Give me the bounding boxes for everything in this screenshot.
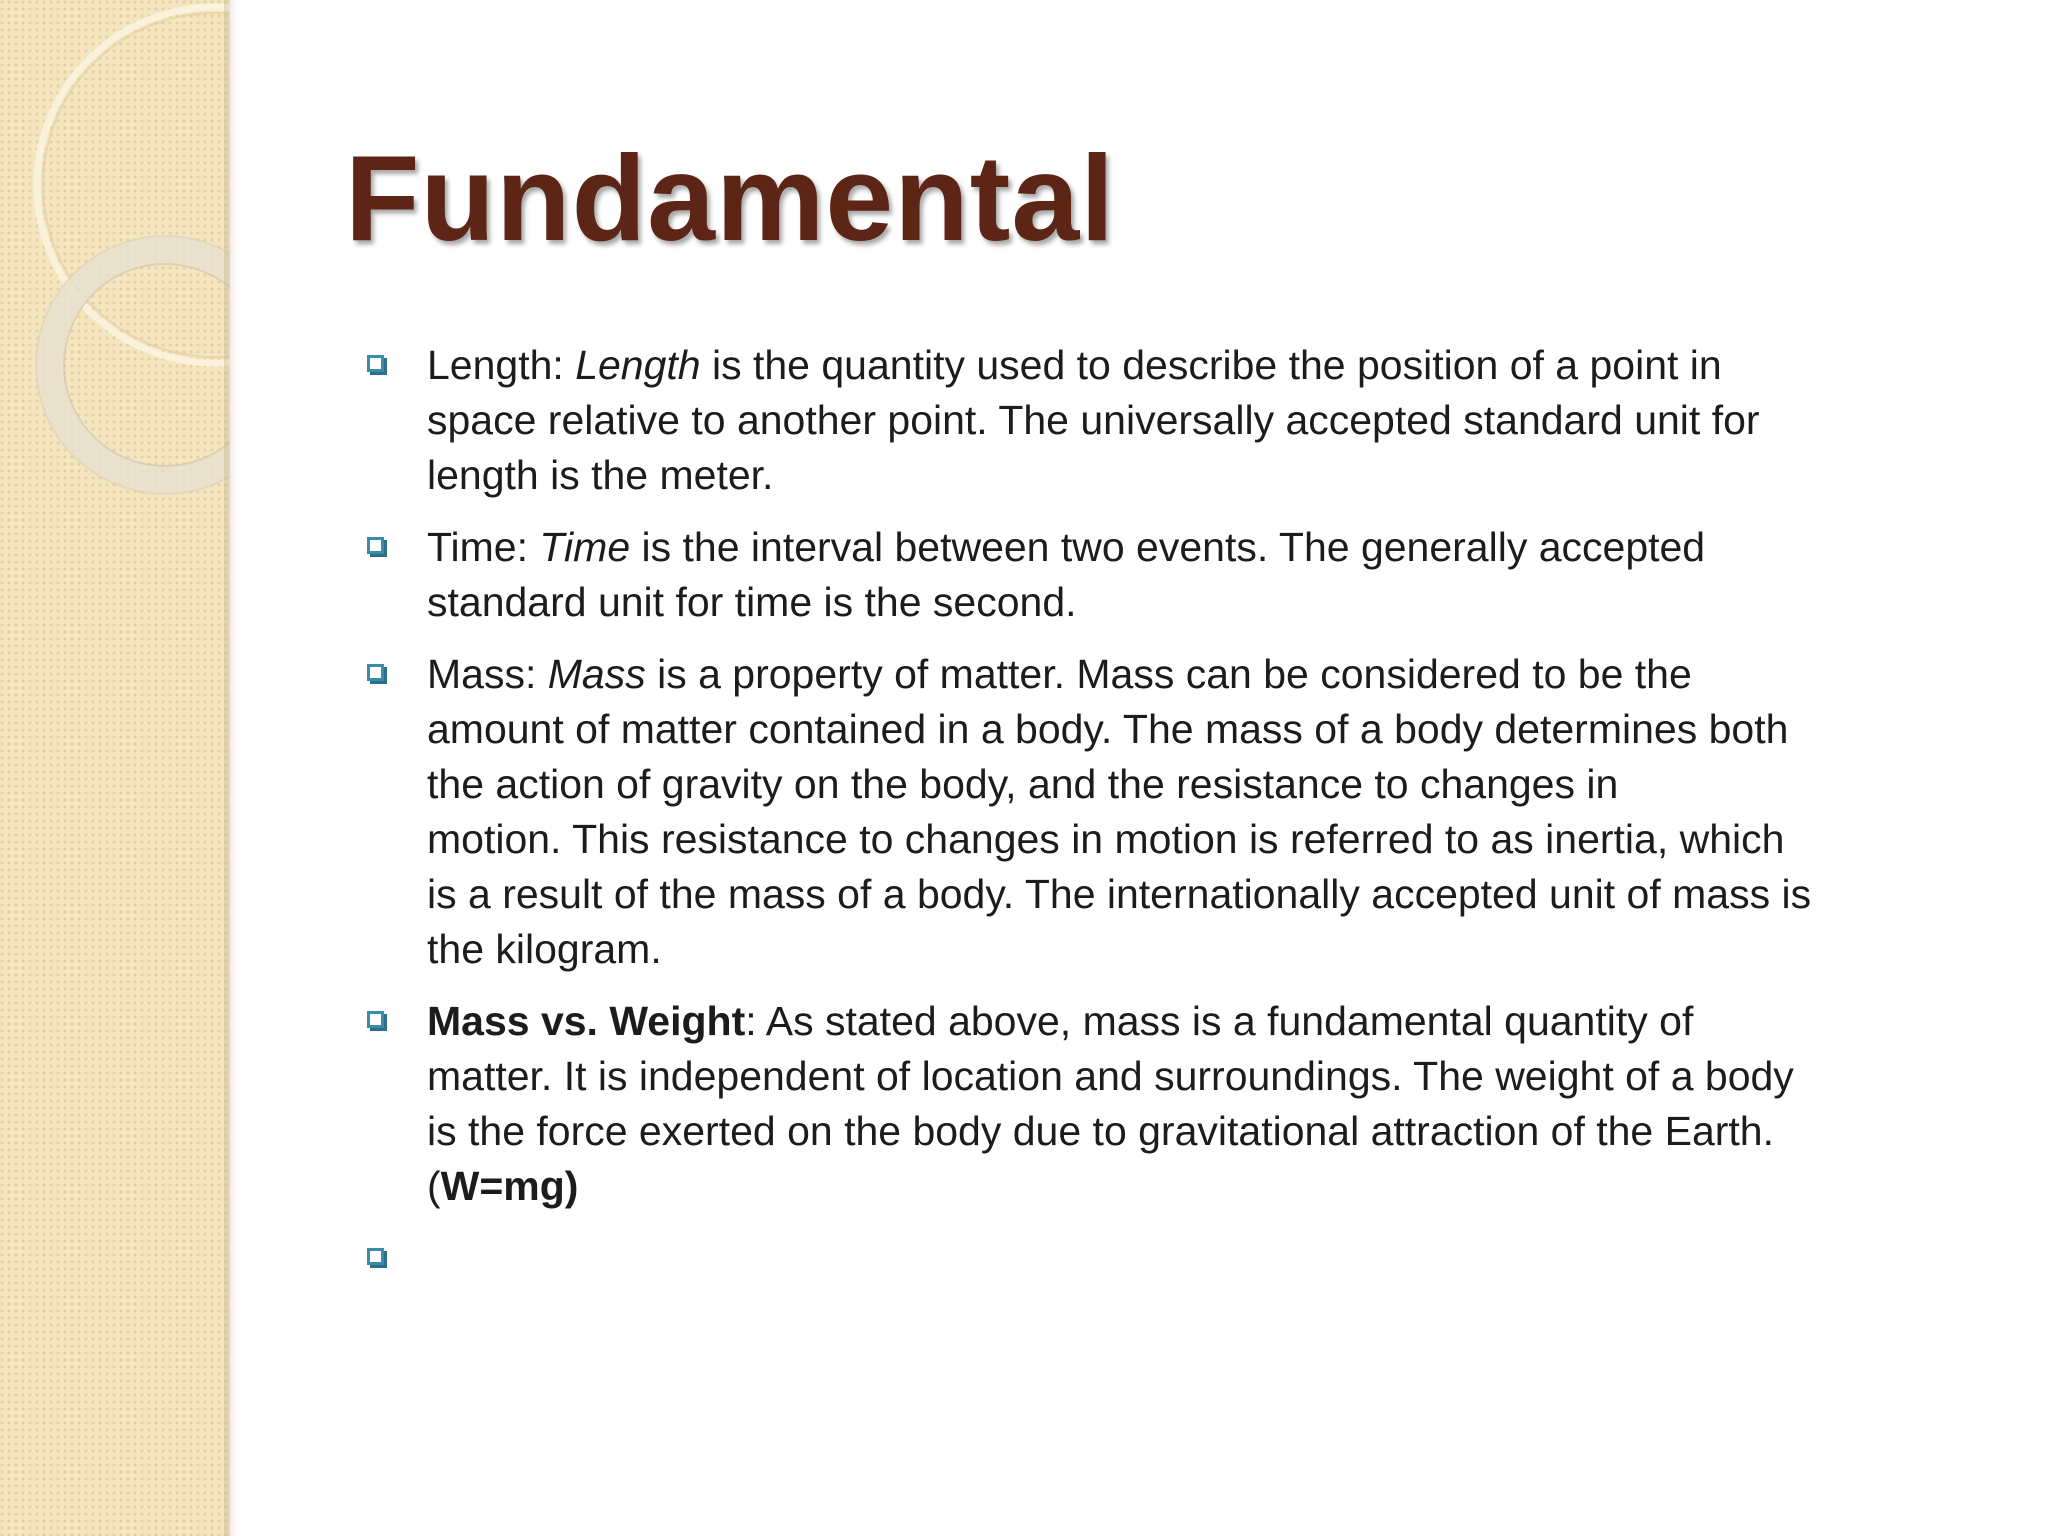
bullet-square-icon xyxy=(367,1248,384,1265)
bullet-line: space relative to another point. The universally accepted standard unit for xyxy=(427,397,1760,443)
bullet-line xyxy=(427,1159,2000,1214)
slide-title: Fundamental xyxy=(345,130,1116,266)
bullet-empty xyxy=(360,1231,2000,1286)
bullet-line xyxy=(427,520,2000,575)
bullet-mass-vs-weight xyxy=(360,994,2000,1214)
bullet-line: is a result of the mass of a body. The internationally accepted unit of mass is xyxy=(427,871,1812,917)
side-panel-shadow xyxy=(224,0,238,1536)
bullet-text: is the quantity used to describe the position of a point in xyxy=(700,342,1722,388)
bullet-text: is a property of matter. Mass can be considered to be the xyxy=(645,651,1692,697)
bullet-square-icon xyxy=(367,537,384,554)
bullet-time xyxy=(360,520,2000,630)
bullet-line: standard unit for time is the second. xyxy=(427,579,1077,625)
bullet-line: the action of gravity on the body, and the resistance to changes in xyxy=(427,761,1619,807)
decorative-rings xyxy=(0,0,230,1536)
term-label: Length: xyxy=(427,342,576,388)
bullet-square-icon xyxy=(367,664,384,681)
bullet-square-icon xyxy=(367,1011,384,1028)
bullet-line xyxy=(427,647,2000,702)
decorative-side-panel xyxy=(0,0,230,1536)
term-label: Time: xyxy=(427,524,540,570)
term-italic: Time xyxy=(539,524,631,570)
bullet-line: motion. This resistance to changes in motion is referred to as inertia, which xyxy=(427,816,1785,862)
bullet-text: is the interval between two events. The generally accepted xyxy=(630,524,1706,570)
bullet-line: matter. It is independent of location and surroundings. The weight of a body xyxy=(427,1053,1794,1099)
bullet-mass xyxy=(360,647,2000,977)
bullet-line: is the force exerted on the body due to gravitational attraction of the Earth. xyxy=(427,1108,1774,1154)
bullet-length xyxy=(360,338,2000,503)
paren-open: ( xyxy=(427,1163,441,1209)
term-italic: Length xyxy=(575,342,701,388)
term-label: Mass: xyxy=(427,651,548,697)
bullet-line: length is the meter. xyxy=(427,452,774,498)
bullet-text: : As stated above, mass is a fundamental quantity of xyxy=(745,998,1694,1044)
bullet-list xyxy=(360,338,2000,1303)
term-bold: Mass vs. Weight xyxy=(427,998,746,1044)
bullet-line xyxy=(427,994,2000,1049)
bullet-square-icon xyxy=(367,355,384,372)
bullet-line: the kilogram. xyxy=(427,926,662,972)
bullet-line xyxy=(427,338,2000,393)
term-italic: Mass xyxy=(547,651,646,697)
bullet-line: amount of matter contained in a body. The mass of a body determines both xyxy=(427,706,1789,752)
formula-bold: W=mg) xyxy=(440,1163,579,1209)
